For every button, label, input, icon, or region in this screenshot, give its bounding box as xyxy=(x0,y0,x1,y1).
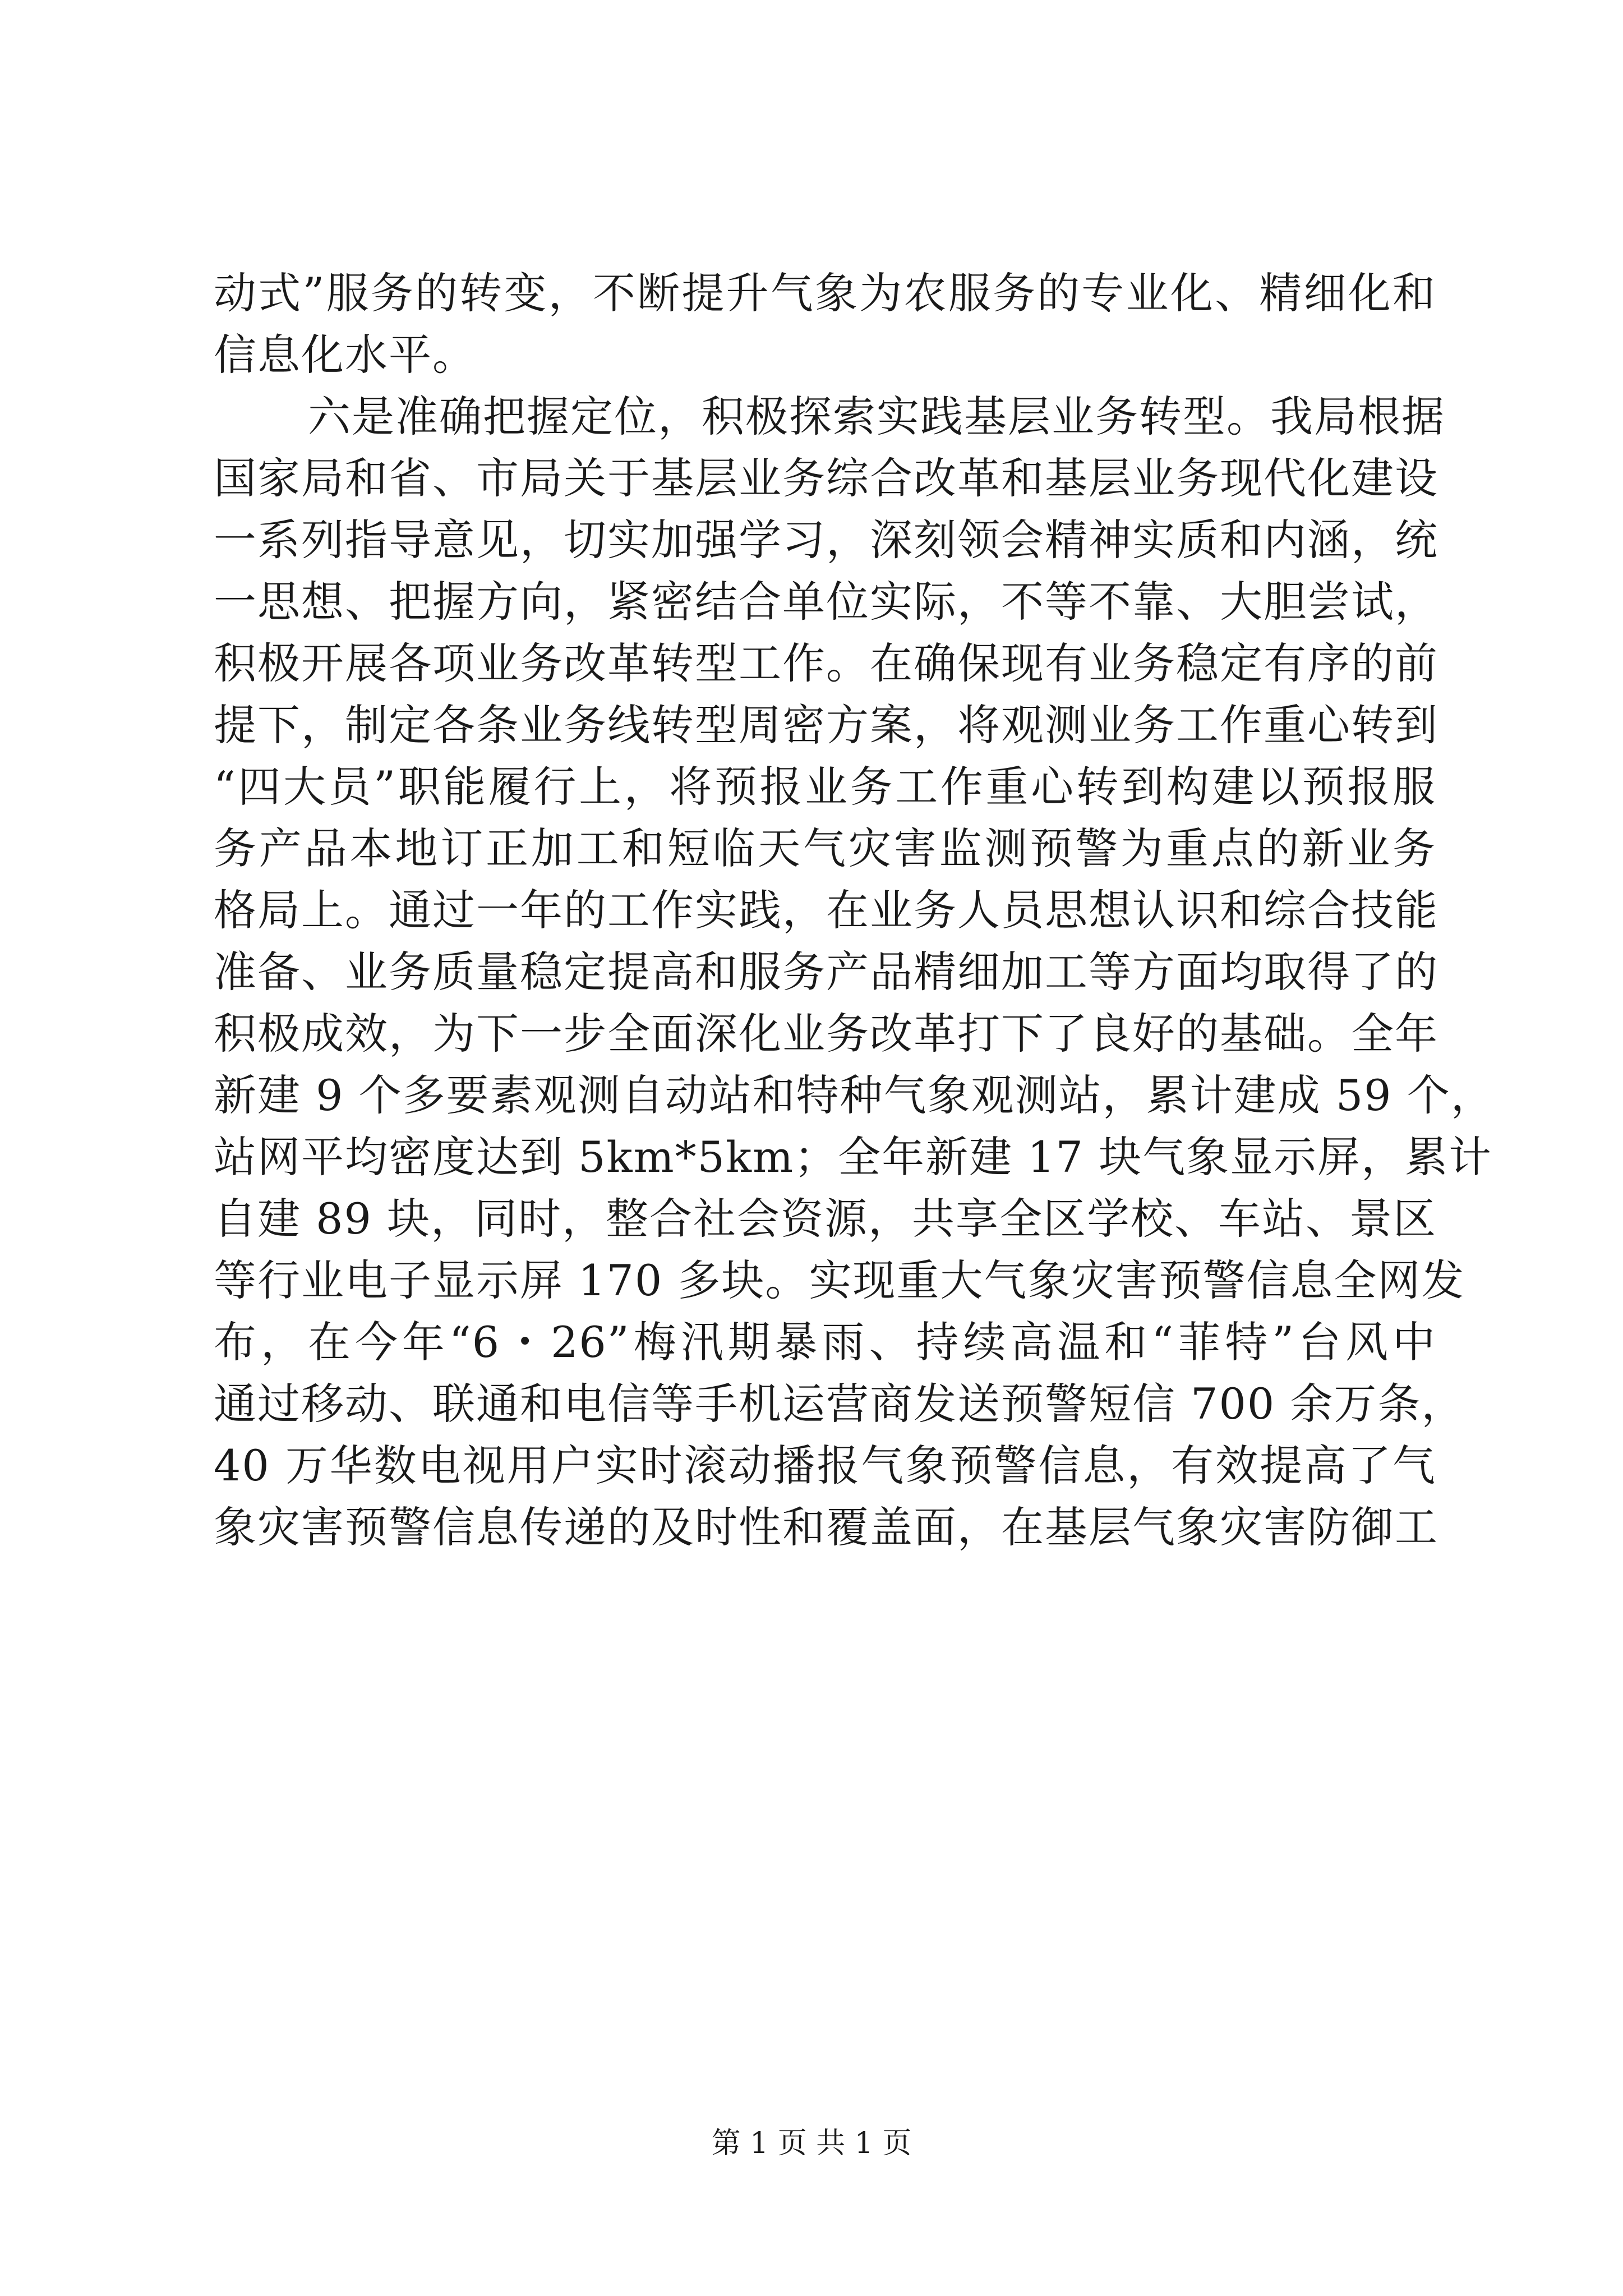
text-line: 40 万华数电视用户实时滚动播报气象预警信息，有效提高了气 xyxy=(214,1441,1436,1490)
text-line: 准备、业务质量稳定提高和服务产品精细加工等方面均取得了的 xyxy=(214,947,1438,997)
text-line: 站网平均密度达到 5km*5km；全年新建 17 块气象显示屏，累计 xyxy=(214,1132,1493,1182)
text-line: 积极成效，为下一步全面深化业务改革打下了良好的基础。全年 xyxy=(214,1009,1438,1059)
text-line: 信息化水平。 xyxy=(214,330,476,380)
paragraph-start-line: 六是准确把握定位，积极探索实践基层业务转型。我局根据 xyxy=(308,392,1445,441)
text-line: 一思想、把握方向，紧密结合单位实际，不等不靠、大胆尝试， xyxy=(214,577,1438,627)
text-line: 动式”服务的转变，不断提升气象为农服务的专业化、精细化和 xyxy=(214,268,1436,318)
page-footer: 第 1 页 共 1 页 xyxy=(711,2127,912,2160)
document-body xyxy=(214,263,1495,1558)
text-line: 布，在今年“6・26”梅汛期暴雨、持续高温和“菲特”台风中 xyxy=(214,1317,1436,1367)
text-line: 格局上。通过一年的工作实践，在业务人员思想认识和综合技能 xyxy=(214,885,1438,935)
text-line: 通过移动、联通和电信等手机运营商发送预警短信 700 余万条， xyxy=(214,1379,1465,1429)
text-line: 一系列指导意见，切实加强学习，深刻领会精神实质和内涵，统 xyxy=(214,515,1438,565)
text-line: 象灾害预警信息传递的及时性和覆盖面，在基层气象灾害防御工 xyxy=(214,1502,1438,1552)
text-line: 提下，制定各条业务线转型周密方案，将观测业务工作重心转到 xyxy=(214,700,1438,750)
text-line: 积极开展各项业务改革转型工作。在确保现有业务稳定有序的前 xyxy=(214,638,1438,688)
text-line: 国家局和省、市局关于基层业务综合改革和基层业务现代化建设 xyxy=(214,453,1438,503)
text-line: “四大员”职能履行上，将预报业务工作重心转到构建以预报服 xyxy=(214,762,1436,812)
text-line: 务产品本地订正加工和短临天气灾害监测预警为重点的新业务 xyxy=(214,823,1436,873)
text-line: 等行业电子显示屏 170 多块。实现重大气象灾害预警信息全网发 xyxy=(214,1255,1465,1305)
text-line: 新建 9 个多要素观测自动站和特种气象观测站，累计建成 59 个， xyxy=(214,1070,1495,1120)
text-line: 自建 89 块，同时，整合社会资源，共享全区学校、车站、景区 xyxy=(214,1194,1437,1244)
